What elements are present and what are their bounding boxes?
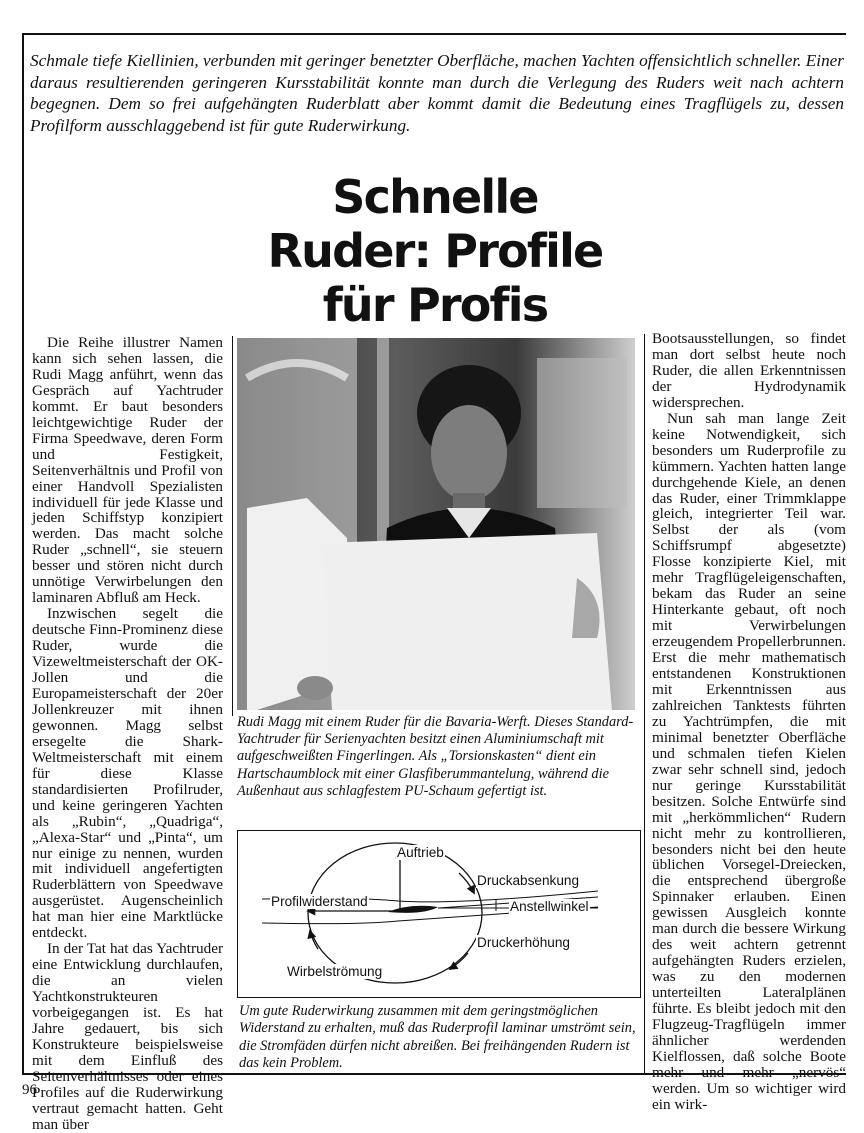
headline-line-3: für Profis (322, 278, 548, 332)
top-rule (22, 33, 846, 35)
headline-line-2: Ruder: Profile (267, 224, 603, 278)
left-rule (22, 33, 24, 1073)
label-anstellwinkel: Anstellwinkel (510, 899, 589, 914)
label-druckabsenkung: Druckabsenkung (477, 873, 580, 888)
label-druckerhoehung: Druckerhöhung (477, 935, 570, 950)
paragraph: In der Tat hat das Yachtruder eine Entwicklung durchlaufen, die an vielen Yachtkonstrukteuren vorbeigegangen ist. Es hat Jahre gedauert, bis sich Konstrukteure beispielsweise mit dem Einfluß des Seitenverhältnisses oder eines Profiles auf die Ruderwirkung vertraut gemacht hatten. Geht man über (32, 940, 223, 1133)
photo-rudi-magg-with-rudder (237, 338, 635, 710)
headline-line-1: Schnelle (332, 170, 538, 224)
paragraph: Inzwischen segelt die deutsche Finn-Prominenz diese Ruder, wurde die Vizeweltmeisterschaft der OK-Jollen und die Europameisterschaft der 20er Jollenkreuzer mit ihnen gewonnen. Magg selbst ersegelte die Shark-Weltmeisterschaft mit einem für diese Klasse standardisierten Profilruder, und keine geringeren Yachten als „Rubin“, „Quadriga“, „Alexa-Star“ und „Pinta“, um nur einige zu nennen, wurden mit individuell angefertigten Ruderblättern von Speedwave ausgerüstet. Augenscheinlich hat man hier eine Marktlücke entdeckt. (32, 605, 223, 942)
paragraph: Die Reihe illustrer Namen kann sich sehen lassen, die Rudi Magg anführt, wenn das Gespräch auf Yachtruder kommt. Er baut besonders leichtgewichtige Ruder der Firma Speedwave, deren Form und Festigkeit, Seitenverhältnis und Profil von einer Handvoll Spezialisten individuell für jede Klasse und jeden Schiffstyp konzipiert werden. Das macht solche Ruder „schnell“, sie steuern besser und stören nicht durch unnötige Verwirbelungen den laminaren Abfluß am Heck. (32, 334, 223, 607)
intro-paragraph: Schmale tiefe Kiellinien, verbunden mit geringer benetzter Oberfläche, machen Yachten offensichtlich schneller. Einer daraus resultierenden geringeren Kursstabilität konnte man durch die Verlegung des Ruders weit nach achtern begegnen. Dem so frei aufgehängten Ruderblatt aber kommt damit die Bedeutung eines Tragflügels zu, dessen Profilform ausschlaggebend ist für gute Ruderwirkung. (30, 51, 844, 135)
photo-left-rule (232, 336, 233, 716)
column-divider (644, 334, 645, 1073)
profile-flow-diagram (237, 830, 641, 998)
photo-illustration (237, 338, 635, 710)
photo-caption: Rudi Magg mit einem Ruder für die Bavaria-Werft. Dieses Standard-Yachtruder für Serienyachten besitzt einen Aluminiumschaft mit aufgeschweißten Fingerlingen. Als „Torsionskasten“ dient ein Hartschaumblock mit einer Glasfiberummantelung, während die Außenhaut aus schlagfestem PU-Schaum gefertigt ist. (237, 714, 634, 799)
label-auftrieb: Auftrieb (397, 845, 444, 860)
article-column-right (652, 331, 846, 1113)
article-column-left (32, 335, 223, 1133)
label-profilwiderstand: Profilwiderstand (271, 894, 368, 909)
paragraph: Nun sah man lange Zeit keine Notwendigkeit, sich besonders um Ruderprofile zu kümmern. Yachten hatten lange durchgehende Kiele, an denen das Ruder, einer Trimmklappe gleich, integrierter Teil war. Selbst der als (vom Schiffsrumpf abgesetzte) Flosse konzipierte Kiel, mit mehr Tragflügeleigenschaften, bekam das Ruder an seine Hinterkante gebaut, oft noch mit Verwirbelungen erzeugendem Propellerbrunnen. Erst die mehr mathematisch entstandenen Konstruktionen mit Erkenntnissen aus zahlreichen Tanktests führten zu Yachtrümpfen, die mit minimal benetzter Oberfläche und schmalen tiefen Kielen zwar sehr schnell sind, jedoch nur geringe Kursstabilität besitzen. Solche Entwürfe sind mit „herkömmlichen“ Rudern nicht mehr zu kontrollieren, besonders nicht bei den heute üblichen Vorsegel-Dreiecken, die entsprechend übergroße Spinnaker erlauben. Einen gewissen Ausgleich konnte man durch die bessere Wirkung des weit achtern getrennt aufgehängten Ruders erzielen, was zu den modernen unterteilten Lateralplänen führte. Es bleibt jedoch mit den Flugzeug-Tragflügeln immer ähnlicher werdenden Kielflossen, daß solche Boote mehr und mehr „nervös“ werden. Um so wichtiger wird ein wirk- (652, 409, 846, 1113)
page-number: 96 (22, 1082, 37, 1098)
paragraph: Bootsausstellungen, so findet man dort selbst heute noch Ruder, die allen Erkenntnissen der Hydrodynamik widersprechen. (652, 330, 846, 411)
diagram-caption: Um gute Ruderwirkung zusammen mit dem geringstmöglichen Widerstand zu erhalten, muß das Ruderprofil laminar umströmt sein, die Stromfäden dürfen nicht abreißen. Bei freihängenden Rudern ist das kein Problem. (239, 1003, 636, 1072)
headline (180, 170, 690, 332)
label-wirbelstroemung: Wirbelströmung (287, 964, 383, 979)
